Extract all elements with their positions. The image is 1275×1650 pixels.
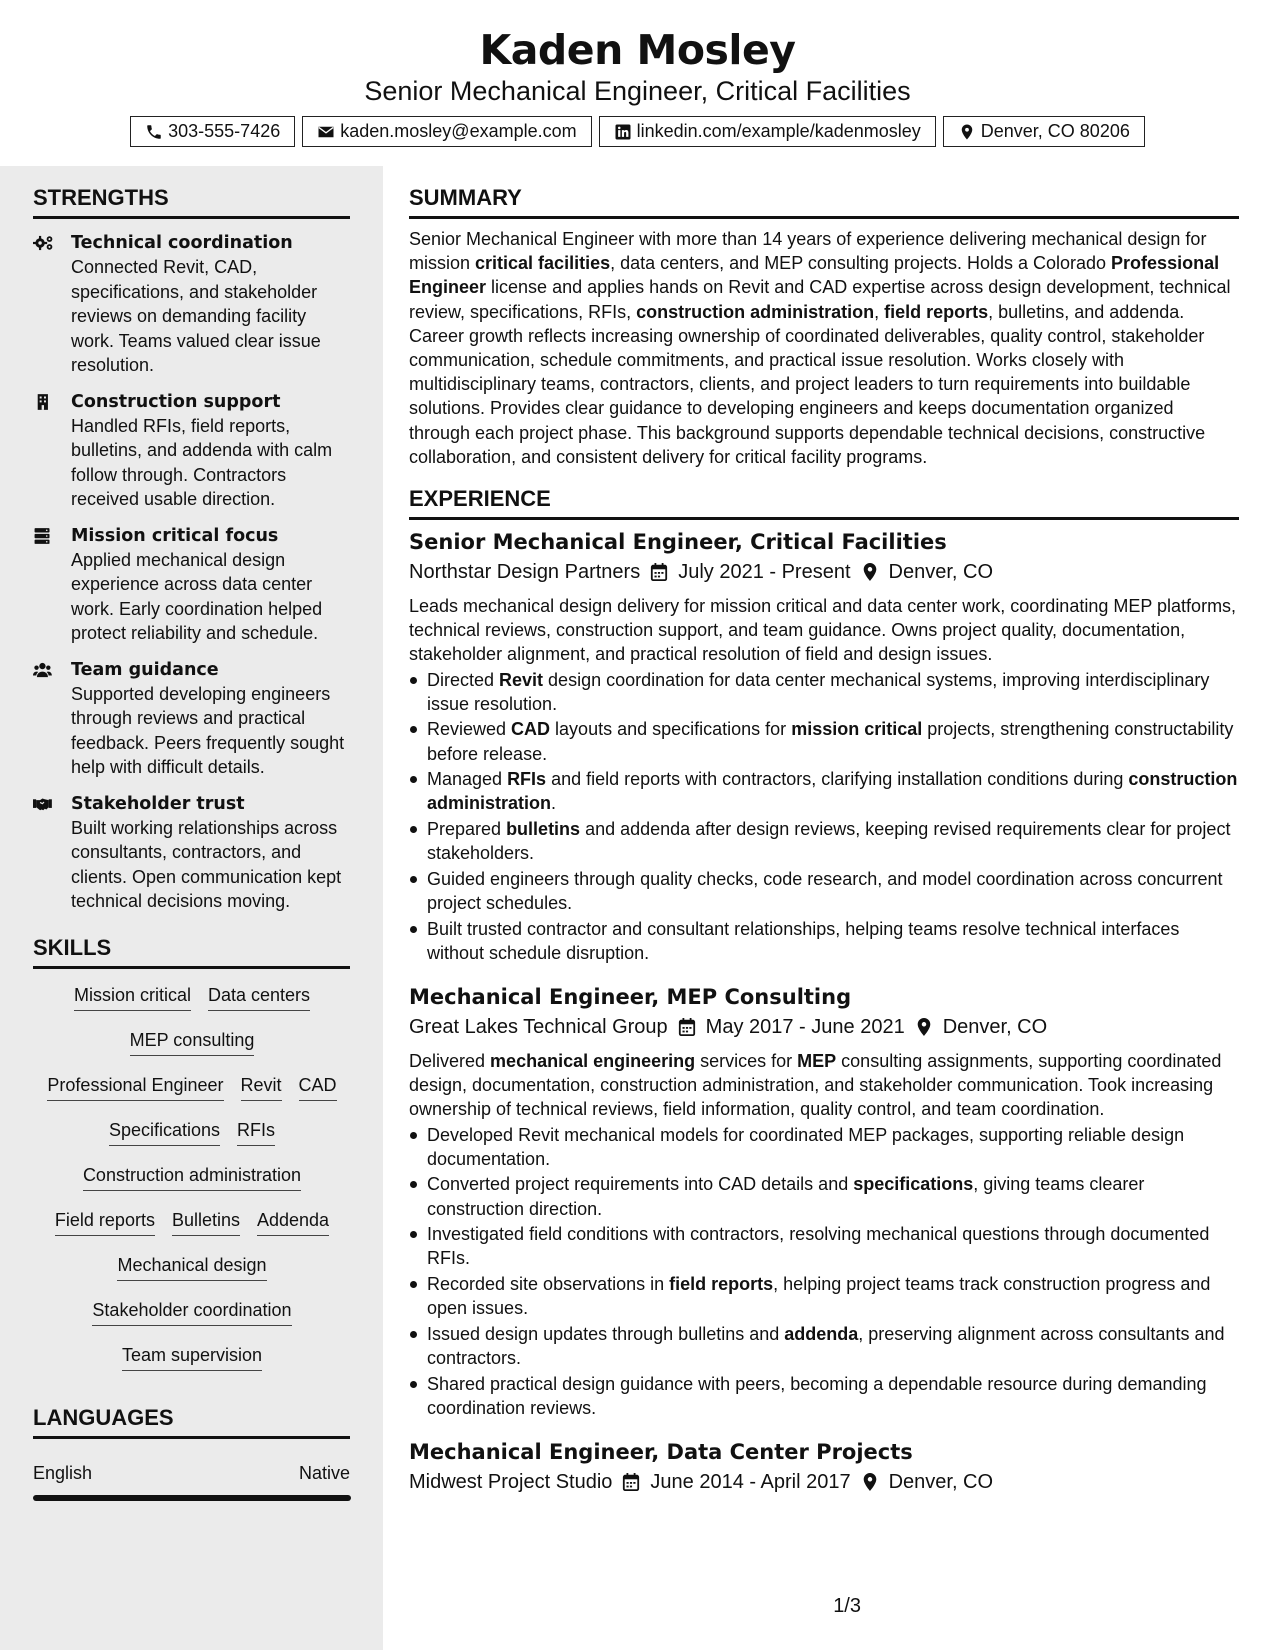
strength-desc: Supported developing engineers through reviews and practical feedback. Peers frequently sought help with difficult details. (71, 683, 345, 777)
job-bullets (409, 668, 1239, 965)
skill-tag: Professional Engineer (47, 1073, 223, 1101)
server-icon (33, 527, 55, 545)
skills-list (33, 983, 351, 1388)
job-bullet: Reviewed CAD layouts and specifications for mission critical projects, strengthening constructability before release. (409, 717, 1239, 765)
skill-tag: Stakeholder coordination (92, 1298, 291, 1326)
strength-title: Construction support (71, 391, 281, 412)
skill-tag: MEP consulting (130, 1028, 255, 1056)
job-company: Northstar Design Partners (409, 561, 641, 584)
strength-title: Stakeholder trust (71, 793, 245, 814)
job-location: Denver, CO (942, 1016, 1048, 1039)
handshake-icon (33, 795, 55, 813)
job-meta (409, 558, 1239, 586)
candidate-name: Kaden Mosley (479, 26, 796, 74)
job-bullet: Issued design updates through bulletins and addenda, preserving alignment across consultants and contractors. (409, 1322, 1239, 1370)
main-content (383, 166, 1275, 1650)
skill-tag: Mechanical design (117, 1253, 266, 1281)
calendar-icon (650, 562, 668, 582)
building-icon (33, 393, 55, 411)
skill-tag: Specifications (109, 1118, 220, 1146)
skill-row (33, 1208, 351, 1253)
users-icon (33, 661, 55, 679)
job-meta (409, 1468, 1239, 1496)
job-entry (409, 1438, 1239, 1496)
contact-location[interactable] (943, 116, 1145, 147)
gears-icon (33, 234, 55, 252)
summary-heading: SUMMARY (409, 184, 1239, 219)
language-level: Native (298, 1462, 350, 1483)
job-bullet: Shared practical design guidance with peers, becoming a dependable resource during demanding coordination reviews. (409, 1372, 1239, 1420)
contact-location-text: Denver, CO 80206 (980, 121, 1130, 141)
skill-tag: Revit (241, 1073, 282, 1101)
job-bullet: Directed Revit design coordination for data center mechanical systems, improving interdisciplinary issue resolution. (409, 668, 1239, 716)
job-bullet: Built trusted contractor and consultant relationships, helping teams resolve technical interfaces without schedule disruption. (409, 917, 1239, 965)
strength-item (33, 792, 350, 914)
contact-linkedin[interactable] (599, 116, 936, 147)
strength-desc: Connected Revit, CAD, specifications, and stakeholder reviews on demanding facility work. Teams valued clear issue resolution. (71, 257, 321, 375)
skill-tag: Data centers (208, 983, 310, 1011)
job-title: Mechanical Engineer, MEP Consulting (409, 985, 852, 1010)
contact-phone-text: 303-555-7426 (168, 121, 281, 141)
job-location: Denver, CO (888, 561, 994, 584)
language-name: English (33, 1462, 93, 1483)
job-bullets (409, 1123, 1239, 1420)
skill-row (33, 983, 351, 1028)
skill-row (33, 1343, 351, 1388)
language-proficiency-bar (33, 1495, 351, 1501)
map-pin-icon (915, 1017, 933, 1037)
skill-row (33, 1118, 351, 1163)
skill-tag: CAD (299, 1073, 337, 1101)
skill-tag: Addenda (257, 1208, 329, 1236)
job-bullet: Recorded site observations in field reports, helping project teams track construction progress and open issues. (409, 1272, 1239, 1320)
contact-phone[interactable] (130, 116, 295, 147)
job-company: Midwest Project Studio (409, 1471, 613, 1494)
strength-item (33, 231, 350, 378)
job-bullet: Prepared bulletins and addenda after design reviews, keeping revised requirements clear for project stakeholders. (409, 817, 1239, 865)
strength-title: Technical coordination (71, 233, 293, 253)
job-dates: July 2021 - Present (678, 561, 851, 584)
job-company: Great Lakes Technical Group (409, 1016, 668, 1039)
languages-heading: LANGUAGES (33, 1404, 350, 1439)
calendar-icon (622, 1472, 640, 1492)
contact-email-text: kaden.mosley@example.com (340, 121, 577, 141)
contact-email[interactable] (302, 116, 591, 147)
calendar-icon (678, 1017, 696, 1037)
job-bullet: Managed RFIs and field reports with contractors, clarifying installation conditions during construction administration. (409, 767, 1239, 815)
strength-item (33, 658, 350, 780)
skills-heading: SKILLS (33, 934, 350, 969)
job-title: Mechanical Engineer, Data Center Projects (409, 1440, 913, 1465)
strength-item (33, 524, 350, 646)
skill-row (33, 1298, 351, 1343)
job-dates: May 2017 - June 2021 (705, 1016, 905, 1039)
skill-row (33, 1163, 351, 1208)
language-item (33, 1461, 350, 1495)
strength-desc: Applied mechanical design experience across data center work. Early coordination helped protect reliability and schedule. (71, 549, 323, 643)
summary-text: Senior Mechanical Engineer with more than 14 years of experience delivering mechanical design for mission critical facilities, data centers, and MEP consulting projects. Holds a Colorado Professional Engineer license and applies hands on Revit and CAD expertise across design development, technical review, specifications, RFIs, construction administration, field reports, bulletins, and addenda. Career growth reflects increasing ownership of coordinated deliverables, quality control, stakeholder communication, schedule commitments, and practical issue resolution. Works closely with multidisciplinary teams, contractors, clients, and project leaders to turn requirements into buildable solutions. Provides clear guidance to developing engineers and keeps documentation organized through each project phase. This background supports dependable technical decisions, constructive collaboration, and consistent delivery for critical facility programs. (409, 229, 1231, 467)
map-pin-icon (861, 562, 879, 582)
envelope-icon (317, 123, 335, 141)
job-bullet: Guided engineers through quality checks, code research, and model coordination across concurrent project schedules. (409, 867, 1239, 915)
strength-title: Team guidance (71, 659, 219, 680)
strength-desc: Built working relationships across consultants, contractors, and clients. Open communication kept technical decisions moving. (71, 817, 342, 911)
skill-row (33, 1253, 351, 1298)
strength-desc: Handled RFIs, field reports, bulletins, and addenda with calm follow through. Contractors received usable direction. (71, 415, 333, 509)
resume-header (0, 0, 1275, 166)
skill-row (33, 1073, 351, 1118)
skill-tag: Team supervision (122, 1343, 262, 1371)
map-pin-icon (861, 1472, 879, 1492)
strength-title: Mission critical focus (71, 525, 279, 546)
job-description: Delivered mechanical engineering services for MEP consulting assignments, supporting coordinated design, documentation, construction administration, and stakeholder communication. Took increasing ownership of technical reviews, field information, quality control, and team coordination. (409, 1051, 1222, 1120)
job-bullet: Developed Revit mechanical models for coordinated MEP packages, supporting reliable design documentation. (409, 1123, 1239, 1171)
job-entry (409, 983, 1239, 1420)
linkedin-icon (614, 123, 632, 141)
job-bullet: Converted project requirements into CAD details and specifications, giving teams clearer construction direction. (409, 1172, 1239, 1220)
job-title: Senior Mechanical Engineer, Critical Facilities (409, 530, 947, 555)
candidate-title: Senior Mechanical Engineer, Critical Facilities (364, 76, 911, 106)
phone-icon (145, 123, 163, 141)
skill-tag: Mission critical (74, 983, 191, 1011)
sidebar (0, 166, 383, 1650)
skill-tag: Construction administration (83, 1163, 301, 1191)
contact-linkedin-text: linkedin.com/example/kadenmosley (636, 121, 921, 141)
job-dates: June 2014 - April 2017 (650, 1471, 851, 1494)
job-entry (409, 528, 1239, 965)
job-description: Leads mechanical design delivery for mission critical and data center work, coordinating MEP platforms, technical reviews, construction support, and team guidance. Owns project quality, documentation, stakeholder alignment, and practical resolution of field and design issues. (409, 596, 1237, 665)
skill-tag: Bulletins (172, 1208, 240, 1236)
job-location: Denver, CO (888, 1471, 994, 1494)
contact-bar (0, 116, 1275, 147)
experience-list (409, 528, 1239, 1496)
map-pin-icon (958, 123, 976, 141)
job-meta (409, 1013, 1239, 1041)
strengths-heading: STRENGTHS (33, 184, 350, 219)
skill-row (33, 1028, 351, 1073)
page-number: 1/3 (833, 1595, 861, 1617)
strength-item (33, 390, 350, 512)
skill-tag: Field reports (55, 1208, 155, 1236)
job-bullet: Investigated field conditions with contractors, resolving mechanical questions through documented RFIs. (409, 1222, 1239, 1270)
skill-tag: RFIs (237, 1118, 275, 1146)
experience-heading: EXPERIENCE (409, 485, 1239, 520)
